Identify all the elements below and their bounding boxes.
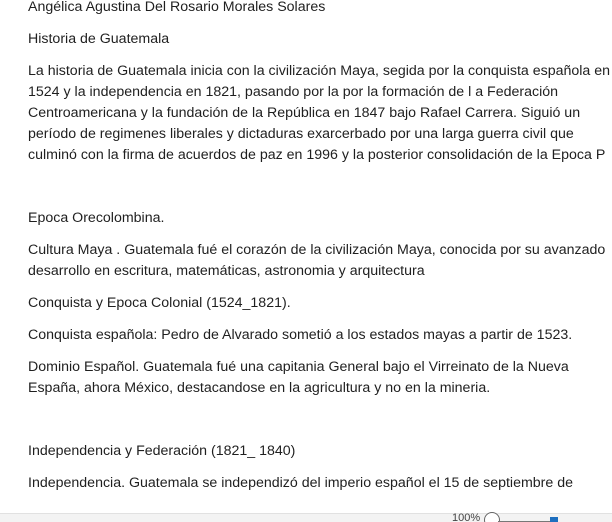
status-bar (0, 513, 612, 522)
section-heading-independencia: Independencia y Federación (1821_ 1840) (28, 443, 296, 459)
intro-paragraph (28, 61, 611, 166)
intro-line: La historia de Guatemala inicia con la civilización Maya, segida por la conquista española en (28, 63, 611, 79)
maya-line: Cultura Maya . Guatemala fué el corazón de la civilización Maya, conocida por su avanzado (28, 242, 606, 258)
document-title: Historia de Guatemala (28, 31, 170, 47)
section-heading-colonial: Conquista y Epoca Colonial (1524_1821). (28, 295, 291, 311)
document-body[interactable] (28, 0, 611, 494)
author-line: Angélica Agustina Del Rosario Morales Solares (28, 0, 326, 15)
intro-line: culminó con la firma de acuerdos de paz en 1996 y la posterior consolidación de la Epoca P (28, 147, 606, 163)
intro-line: período de regimenes liberales y dictaduras exarcerbado por una larga guerra civil que (28, 126, 574, 142)
zoom-level[interactable]: 100% (452, 512, 481, 522)
zoom-slider-thumb[interactable] (550, 517, 558, 522)
independencia-paragraph: Independencia. Guatemala se independizó del imperio español el 15 de septiembre de (28, 475, 574, 491)
maya-line: desarrollo en escritura, matemáticas, astronomia y arquitectura (28, 263, 425, 279)
section-heading-precolombina: Epoca Orecolombina. (28, 210, 165, 226)
maya-paragraph (28, 240, 606, 282)
conquista-paragraph: Conquista española: Pedro de Alvarado sometió a los estados mayas a partir de 1523. (28, 327, 573, 343)
dominio-line: España, ahora México, destacandose en la agricultura y no en la mineria. (28, 380, 491, 396)
dominio-line: Dominio Español. Guatemala fué una capitania General bajo el Virreinato de la Nueva (28, 359, 569, 375)
dominio-paragraph (28, 357, 598, 399)
intro-line: 1524 y la independencia en 1821, pasando por la por la formación de l a Federación (28, 84, 559, 100)
intro-line: Centroamericana y la fundación de la República en 1847 bajo Rafael Carrera. Siguió un (28, 105, 581, 121)
